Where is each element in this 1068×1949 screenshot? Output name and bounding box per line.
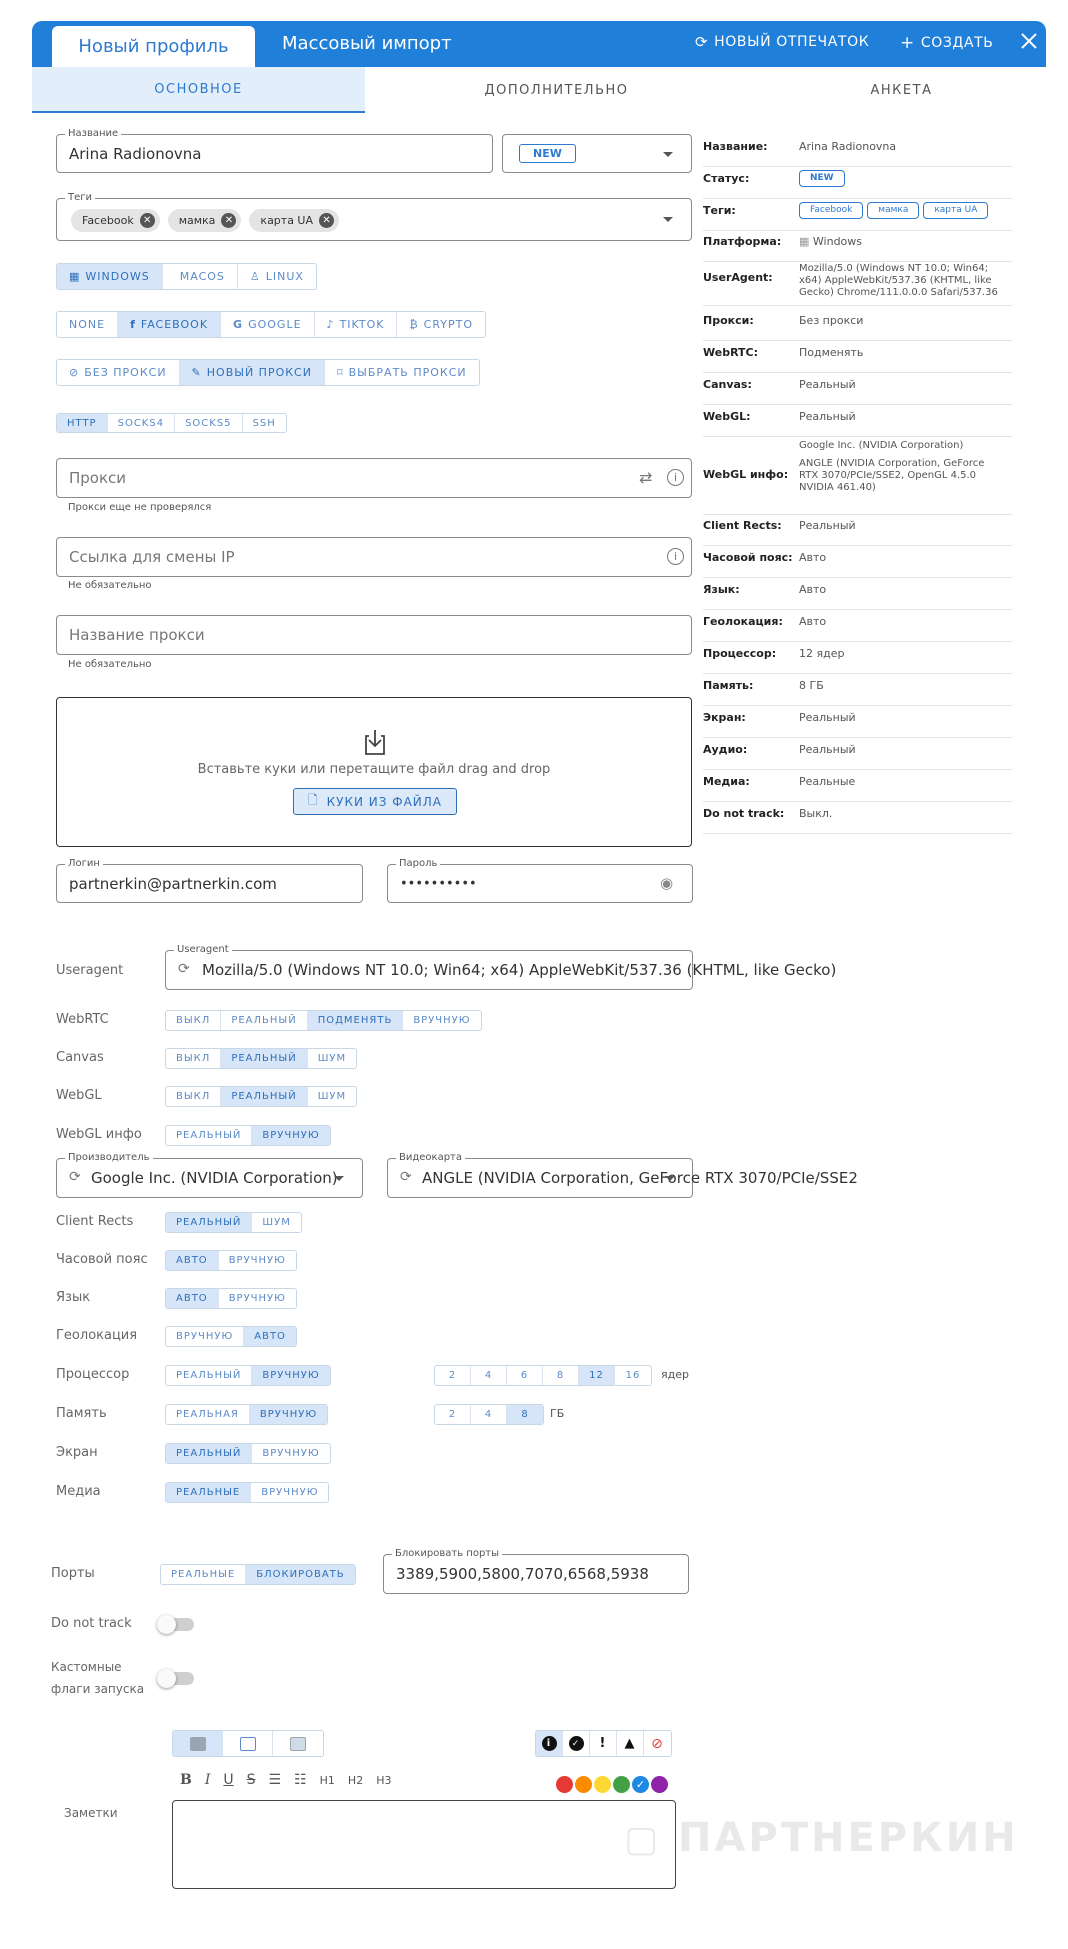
client-rects-real[interactable]: РЕАЛЬНЫЙ <box>166 1213 252 1232</box>
refresh-icon[interactable]: ⟳ <box>178 961 190 977</box>
summary-key: Часовой пояс: <box>703 551 793 564</box>
platform-tiktok[interactable]: ♪ TIKTOK <box>315 312 398 337</box>
proxy-type-ssh[interactable]: SSH <box>252 417 276 429</box>
chevron-down-icon <box>665 1176 675 1181</box>
platform-google[interactable]: G GOOGLE <box>221 312 314 337</box>
windows-icon: ▦ <box>69 270 81 283</box>
note-color-swatch[interactable] <box>556 1776 573 1793</box>
custom-flags-label: Кастомные <box>51 1660 122 1674</box>
platform-selector <box>56 311 486 338</box>
dnt-toggle[interactable] <box>160 1618 194 1631</box>
canvas-off[interactable]: ВЫКЛ <box>166 1049 221 1068</box>
ban-icon: ⊘ <box>69 366 80 379</box>
summary-key: Экран: <box>703 711 746 724</box>
useragent-field-label: Useragent <box>174 943 232 957</box>
summary-key: Аудио: <box>703 743 748 756</box>
webgl-real[interactable]: РЕАЛЬНЫЙ <box>221 1087 307 1106</box>
ports-block[interactable]: БЛОКИРОВАТЬ <box>246 1565 354 1584</box>
note-icon-selector <box>535 1730 672 1757</box>
tag-chip[interactable]: карта UA ✕ <box>249 209 339 232</box>
password-field[interactable] <box>387 858 693 903</box>
memory-selector <box>165 1404 328 1425</box>
tag-chip[interactable]: мамка ✕ <box>168 209 242 232</box>
tab-mass-import[interactable]: Массовый импорт <box>282 33 452 54</box>
summary-key: Память: <box>703 679 754 692</box>
summary-value: Авто <box>799 551 827 564</box>
refresh-icon[interactable]: ⟳ <box>400 1169 412 1185</box>
memory-size-selector <box>434 1404 544 1425</box>
summary-value: Реальный <box>799 378 856 391</box>
webrtc-selector <box>165 1010 482 1031</box>
webgl-info-real[interactable]: РЕАЛЬНЫЙ <box>166 1126 252 1145</box>
bullet-list-icon[interactable]: ☰ <box>268 1772 282 1788</box>
tab-new-profile[interactable]: Новый профиль <box>52 26 255 67</box>
proxy-mode-selector <box>56 359 480 386</box>
media-manual[interactable]: ВРУЧНУЮ <box>261 1487 319 1498</box>
proxy-select[interactable]: ⌑ ВЫБРАТЬ ПРОКСИ <box>336 366 467 379</box>
heading-3-button[interactable]: H3 <box>376 1773 392 1787</box>
gpu-label: Видеокарта <box>396 1151 465 1165</box>
webgl-info-label: WebGL инфо <box>56 1127 142 1142</box>
create-label: СОЗДАТЬ <box>920 35 994 51</box>
login-field[interactable] <box>56 858 363 903</box>
ban-icon: ⊘ <box>651 1735 664 1752</box>
block-ports-field[interactable] <box>383 1548 689 1594</box>
summary-key: Процессор: <box>703 647 777 660</box>
media-label: Медиа <box>56 1484 101 1499</box>
summary-key: Платформа: <box>703 235 782 248</box>
numbered-list-icon[interactable]: ☷ <box>294 1772 307 1788</box>
os-linux[interactable]: ♙ LINUX <box>249 270 304 283</box>
summary-value: Без прокси <box>799 314 864 327</box>
cpu-manual[interactable]: ВРУЧНУЮ <box>252 1366 329 1385</box>
geo-manual[interactable]: ВРУЧНУЮ <box>166 1327 244 1346</box>
chevron-down-icon <box>663 217 673 222</box>
summary-key: Статус: <box>703 172 750 185</box>
screen-selector <box>165 1443 331 1464</box>
italic-icon[interactable]: I <box>204 1772 211 1788</box>
status-badge: NEW <box>519 144 576 163</box>
underline-icon[interactable]: U <box>223 1772 234 1788</box>
name-value: Arina Radionovna <box>69 144 202 163</box>
refresh-icon: ⟳ <box>695 33 709 51</box>
webrtc-real[interactable]: РЕАЛЬНЫЙ <box>221 1011 307 1030</box>
summary-key: Геолокация: <box>703 615 783 628</box>
summary-key: Client Rects: <box>703 519 782 532</box>
heading-1-button[interactable]: H1 <box>319 1773 335 1787</box>
proxy-name-placeholder: Название прокси <box>69 626 205 644</box>
cpu-unit: ядер <box>661 1368 689 1381</box>
download-icon <box>363 728 387 756</box>
cpu-cores-option[interactable]: 4 <box>471 1366 507 1385</box>
summary-value: ▦ Windows <box>799 235 863 248</box>
screen-real[interactable]: РЕАЛЬНЫЙ <box>166 1444 252 1463</box>
media-selector <box>165 1482 329 1503</box>
password-label: Пароль <box>396 857 440 871</box>
ip-change-placeholder: Ссылка для смены IP <box>69 548 235 566</box>
summary-value: Авто <box>799 615 827 628</box>
cpu-cores-option[interactable]: 8 <box>543 1366 579 1385</box>
proxy-type-socks5[interactable]: SOCKS5 <box>175 414 242 432</box>
tab-additional[interactable]: ДОПОЛНИТЕЛЬНО <box>484 82 629 98</box>
block-ports-label: Блокировать порты <box>392 1547 502 1561</box>
summary-value <box>799 202 1004 219</box>
webgl-label: WebGL <box>56 1088 102 1103</box>
swap-icon[interactable]: ⇄ <box>639 468 653 487</box>
cookies-file-button[interactable]: 🗋 КУКИ ИЗ ФАЙЛА <box>293 788 457 815</box>
filled-square-icon <box>190 1737 206 1751</box>
summary-key: Do not track: <box>703 807 785 820</box>
summary-value: Google Inc. (NVIDIA Corporation) ANGLE (NVIDIA Corporation, GeForce RTX 3070/PCIe/SSE2, OpenGL 4.5.0 NVIDIA 461.40) <box>799 440 985 493</box>
tab-main[interactable]: ОСНОВНОЕ <box>32 67 365 113</box>
screen-label: Экран <box>56 1445 98 1460</box>
remove-tag-icon[interactable]: ✕ <box>221 213 236 228</box>
memory-size-option[interactable]: 4 <box>471 1405 507 1424</box>
summary-key: WebRTC: <box>703 346 759 359</box>
new-fingerprint-button[interactable] <box>695 33 869 51</box>
webrtc-label: WebRTC <box>56 1012 109 1027</box>
proxy-input[interactable] <box>56 458 692 498</box>
bitcoin-icon: ₿ <box>409 318 419 331</box>
note-color-palette <box>556 1776 670 1793</box>
summary-key: Медиа: <box>703 775 750 788</box>
cpu-cores-selector <box>434 1365 652 1386</box>
summary-key: Canvas: <box>703 378 752 391</box>
canvas-noise[interactable]: ШУМ <box>317 1053 347 1064</box>
proxy-name-input[interactable] <box>56 615 692 655</box>
dnt-label: Do not track <box>51 1616 132 1631</box>
webgl-info-manual[interactable]: ВРУЧНУЮ <box>252 1126 329 1145</box>
eye-icon[interactable]: ◉ <box>660 874 674 892</box>
file-icon: 🗋 <box>307 793 319 807</box>
exclamation-icon: ! <box>599 1736 607 1751</box>
memory-size-option[interactable]: 2 <box>435 1405 471 1424</box>
block-ports-value: 3389,5900,5800,7070,6568,5938 <box>396 1565 649 1583</box>
notes-label: Заметки <box>64 1806 118 1820</box>
summary-key: Прокси: <box>703 314 754 327</box>
summary-value: Реальный <box>799 743 856 756</box>
media-real[interactable]: РЕАЛЬНЫЕ <box>166 1483 251 1502</box>
gpu-select[interactable] <box>387 1152 858 1198</box>
summary-key: Название: <box>703 140 768 153</box>
note-color-swatch[interactable] <box>613 1776 630 1793</box>
note-style-outline[interactable] <box>223 1731 273 1756</box>
webgl-selector <box>165 1086 357 1107</box>
info-icon[interactable]: i <box>667 469 684 486</box>
new-fingerprint-label: НОВЫЙ ОТПЕЧАТОК <box>714 34 870 50</box>
client-rects-noise[interactable]: ШУМ <box>262 1217 291 1228</box>
language-manual[interactable]: ВРУЧНУЮ <box>228 1293 286 1304</box>
platform-crypto[interactable]: ₿ CRYPTO <box>409 318 473 331</box>
windows-icon: ▦ <box>799 235 810 248</box>
chevron-down-icon <box>334 1176 344 1181</box>
timezone-selector <box>165 1250 297 1271</box>
summary-value: Реальные <box>799 775 856 788</box>
check-note-option[interactable] <box>563 1731 590 1756</box>
memory-manual[interactable]: ВРУЧНУЮ <box>250 1405 327 1424</box>
outline-square-icon <box>240 1737 256 1751</box>
plus-icon: + <box>900 33 915 53</box>
timezone-manual[interactable]: ВРУЧНУЮ <box>228 1255 286 1266</box>
os-macos[interactable]: MACOS <box>163 264 238 289</box>
useragent-row-label: Useragent <box>56 963 124 978</box>
summary-value: Реальный <box>799 519 856 532</box>
password-value: •••••••••• <box>400 876 477 891</box>
login-label: Логин <box>65 857 103 871</box>
summary-value: Реальный <box>799 711 856 724</box>
cpu-cores-option[interactable]: 2 <box>435 1366 471 1385</box>
vendor-select[interactable] <box>56 1152 363 1198</box>
note-color-swatch[interactable] <box>575 1776 592 1793</box>
memory-real[interactable]: РЕАЛЬНАЯ <box>166 1405 250 1424</box>
language-auto[interactable]: АВТО <box>166 1289 219 1308</box>
name-label: Название <box>65 127 121 141</box>
timezone-label: Часовой пояс <box>56 1252 148 1267</box>
memory-unit: ГБ <box>550 1407 565 1420</box>
webrtc-manual[interactable]: ВРУЧНУЮ <box>413 1015 471 1026</box>
summary-value: Arina Radionovna <box>799 140 897 153</box>
summary-key: UserAgent: <box>703 271 773 284</box>
info-icon[interactable]: i <box>667 548 684 565</box>
summary-key: WebGL инфо: <box>703 468 789 481</box>
summary-value: Авто <box>799 583 827 596</box>
geo-selector <box>165 1326 297 1347</box>
notes-textarea[interactable] <box>172 1800 676 1889</box>
bold-icon[interactable]: B <box>180 1772 192 1788</box>
close-icon[interactable] <box>1018 30 1040 52</box>
exclamation-note-option[interactable] <box>590 1731 617 1756</box>
strikethrough-icon[interactable]: S <box>246 1772 256 1788</box>
proxy-new[interactable]: ✎ НОВЫЙ ПРОКСИ <box>180 360 325 385</box>
memory-size-option[interactable]: 8 <box>507 1405 543 1424</box>
proxy-type-http[interactable]: HTTP <box>57 414 108 432</box>
os-windows[interactable]: ▦ WINDOWS <box>57 264 163 289</box>
edit-icon: ✎ <box>191 366 202 379</box>
tab-questionnaire[interactable]: АНКЕТА <box>870 82 933 98</box>
canvas-real[interactable]: РЕАЛЬНЫЙ <box>221 1049 307 1068</box>
ban-note-option[interactable] <box>644 1731 671 1756</box>
proxy-placeholder: Прокси <box>69 469 127 487</box>
tags-label: Теги <box>65 191 95 205</box>
custom-flags-toggle[interactable] <box>160 1672 194 1685</box>
geo-label: Геолокация <box>56 1328 138 1343</box>
summary-value: Mozilla/5.0 (Windows NT 10.0; Win64; x64) AppleWebKit/537.36 (KHTML, like Gecko) Chrome/111.0.0.0 Safari/537.36 <box>799 263 998 298</box>
summary-value: 8 ГБ <box>799 679 824 692</box>
summary-tag: Facebook <box>799 202 863 219</box>
webrtc-off[interactable]: ВЫКЛ <box>166 1011 221 1030</box>
cpu-cores-option[interactable]: 16 <box>625 1370 641 1381</box>
vendor-value: Google Inc. (NVIDIA Corporation) <box>91 1169 338 1187</box>
summary-key: WebGL: <box>703 410 751 423</box>
ports-selector <box>160 1564 356 1585</box>
proxy-none[interactable]: ⊘ БЕЗ ПРОКСИ <box>57 360 180 385</box>
create-button[interactable] <box>900 33 994 53</box>
note-style-light[interactable] <box>273 1731 323 1756</box>
warning-note-option[interactable] <box>617 1731 644 1756</box>
cpu-selector <box>165 1365 331 1386</box>
cookies-hint: Вставьте куки или перетащите файл drag and drop <box>197 762 551 777</box>
summary-tag: мамка <box>867 202 919 219</box>
summary-value: NEW <box>799 170 1004 187</box>
tiktok-icon: ♪ <box>326 318 335 331</box>
gpu-value: ANGLE (NVIDIA Corporation, GeForce RTX 3070/PCIe/SSE2 <box>422 1169 858 1187</box>
proxy-type-socks4[interactable]: SOCKS4 <box>108 414 175 432</box>
webgl-noise[interactable]: ШУМ <box>317 1091 347 1102</box>
cpu-cores-option[interactable]: 12 <box>579 1366 615 1385</box>
note-color-swatch[interactable] <box>651 1776 668 1793</box>
tags-field[interactable] <box>56 192 692 241</box>
light-square-icon <box>290 1737 306 1751</box>
heading-2-button[interactable]: H2 <box>347 1773 364 1787</box>
check-circle-icon: ✓ <box>569 1736 584 1751</box>
summary-value: Реальный <box>799 410 856 423</box>
webgl-off[interactable]: ВЫКЛ <box>166 1087 221 1106</box>
note-color-swatch[interactable]: ✓ <box>632 1776 649 1793</box>
chat-icon: ▢ <box>624 1819 662 1860</box>
cpu-label: Процессор <box>56 1367 130 1382</box>
note-color-swatch[interactable] <box>594 1776 611 1793</box>
proxy-type-selector <box>56 413 287 433</box>
tag-chip[interactable]: Facebook ✕ <box>71 209 160 232</box>
canvas-label: Canvas <box>56 1050 104 1065</box>
webgl-info-selector <box>165 1125 331 1146</box>
summary-value: Выкл. <box>799 807 833 820</box>
cpu-cores-option[interactable]: 6 <box>507 1366 543 1385</box>
timezone-auto[interactable]: АВТО <box>166 1251 219 1270</box>
info-circle-icon: i <box>542 1736 557 1751</box>
useragent-value: Mozilla/5.0 (Windows NT 10.0; Win64; x64) AppleWebKit/537.36 (KHTML, like Gecko) <box>202 961 837 979</box>
geo-auto[interactable]: АВТО <box>244 1327 296 1346</box>
note-style-selector <box>172 1730 324 1757</box>
cookies-dropzone[interactable] <box>56 697 692 847</box>
canvas-selector <box>165 1048 357 1069</box>
facebook-icon: f <box>130 318 136 331</box>
summary-tag: карта UA <box>923 202 988 219</box>
text-format-toolbar <box>180 1772 391 1788</box>
os-selector <box>56 263 317 290</box>
custom-flags-label: флаги запуска <box>51 1682 145 1696</box>
warning-icon: ▲ <box>624 1736 636 1751</box>
remove-tag-icon[interactable]: ✕ <box>319 213 334 228</box>
summary-key: Язык: <box>703 583 740 596</box>
summary-key: Теги: <box>703 204 736 217</box>
client-rects-label: Client Rects <box>56 1214 134 1229</box>
summary-value: 12 ядер <box>799 647 845 660</box>
client-rects-selector <box>165 1212 302 1233</box>
name-field[interactable] <box>56 128 493 173</box>
platform-none[interactable]: NONE <box>57 312 118 337</box>
info-note-option[interactable] <box>536 1731 563 1756</box>
vendor-label: Производитель <box>65 1151 153 1165</box>
status-select[interactable] <box>502 134 692 173</box>
chevron-down-icon <box>663 152 673 157</box>
proxy-hint: Прокси еще не проверялся <box>68 502 212 513</box>
remove-tag-icon[interactable]: ✕ <box>140 213 155 228</box>
login-value: partnerkin@partnerkin.com <box>69 874 277 893</box>
webrtc-spoof[interactable]: ПОДМЕНЯТЬ <box>308 1011 404 1030</box>
screen-manual[interactable]: ВРУЧНУЮ <box>262 1448 320 1459</box>
proxy-name-hint: Не обязательно <box>68 659 152 670</box>
summary-value: Подменять <box>799 346 864 359</box>
google-icon: G <box>233 318 244 331</box>
cpu-real[interactable]: РЕАЛЬНЫЙ <box>166 1366 252 1385</box>
language-selector <box>165 1288 297 1309</box>
ip-change-hint: Не обязательно <box>68 580 152 591</box>
linux-icon: ♙ <box>249 270 261 283</box>
ports-label: Порты <box>51 1566 95 1581</box>
language-label: Язык <box>56 1290 91 1305</box>
ip-change-input[interactable] <box>56 537 692 577</box>
memory-label: Память <box>56 1406 107 1421</box>
bookmark-icon: ⌑ <box>336 366 344 379</box>
ports-real[interactable]: РЕАЛЬНЫЕ <box>161 1565 246 1584</box>
useragent-field[interactable] <box>165 944 837 990</box>
note-style-filled[interactable] <box>173 1731 223 1756</box>
platform-facebook[interactable]: f FACEBOOK <box>118 312 221 337</box>
refresh-icon[interactable]: ⟳ <box>69 1169 81 1185</box>
watermark-logo: ▢ ПАРТНЕРКИН <box>624 1815 1019 1861</box>
